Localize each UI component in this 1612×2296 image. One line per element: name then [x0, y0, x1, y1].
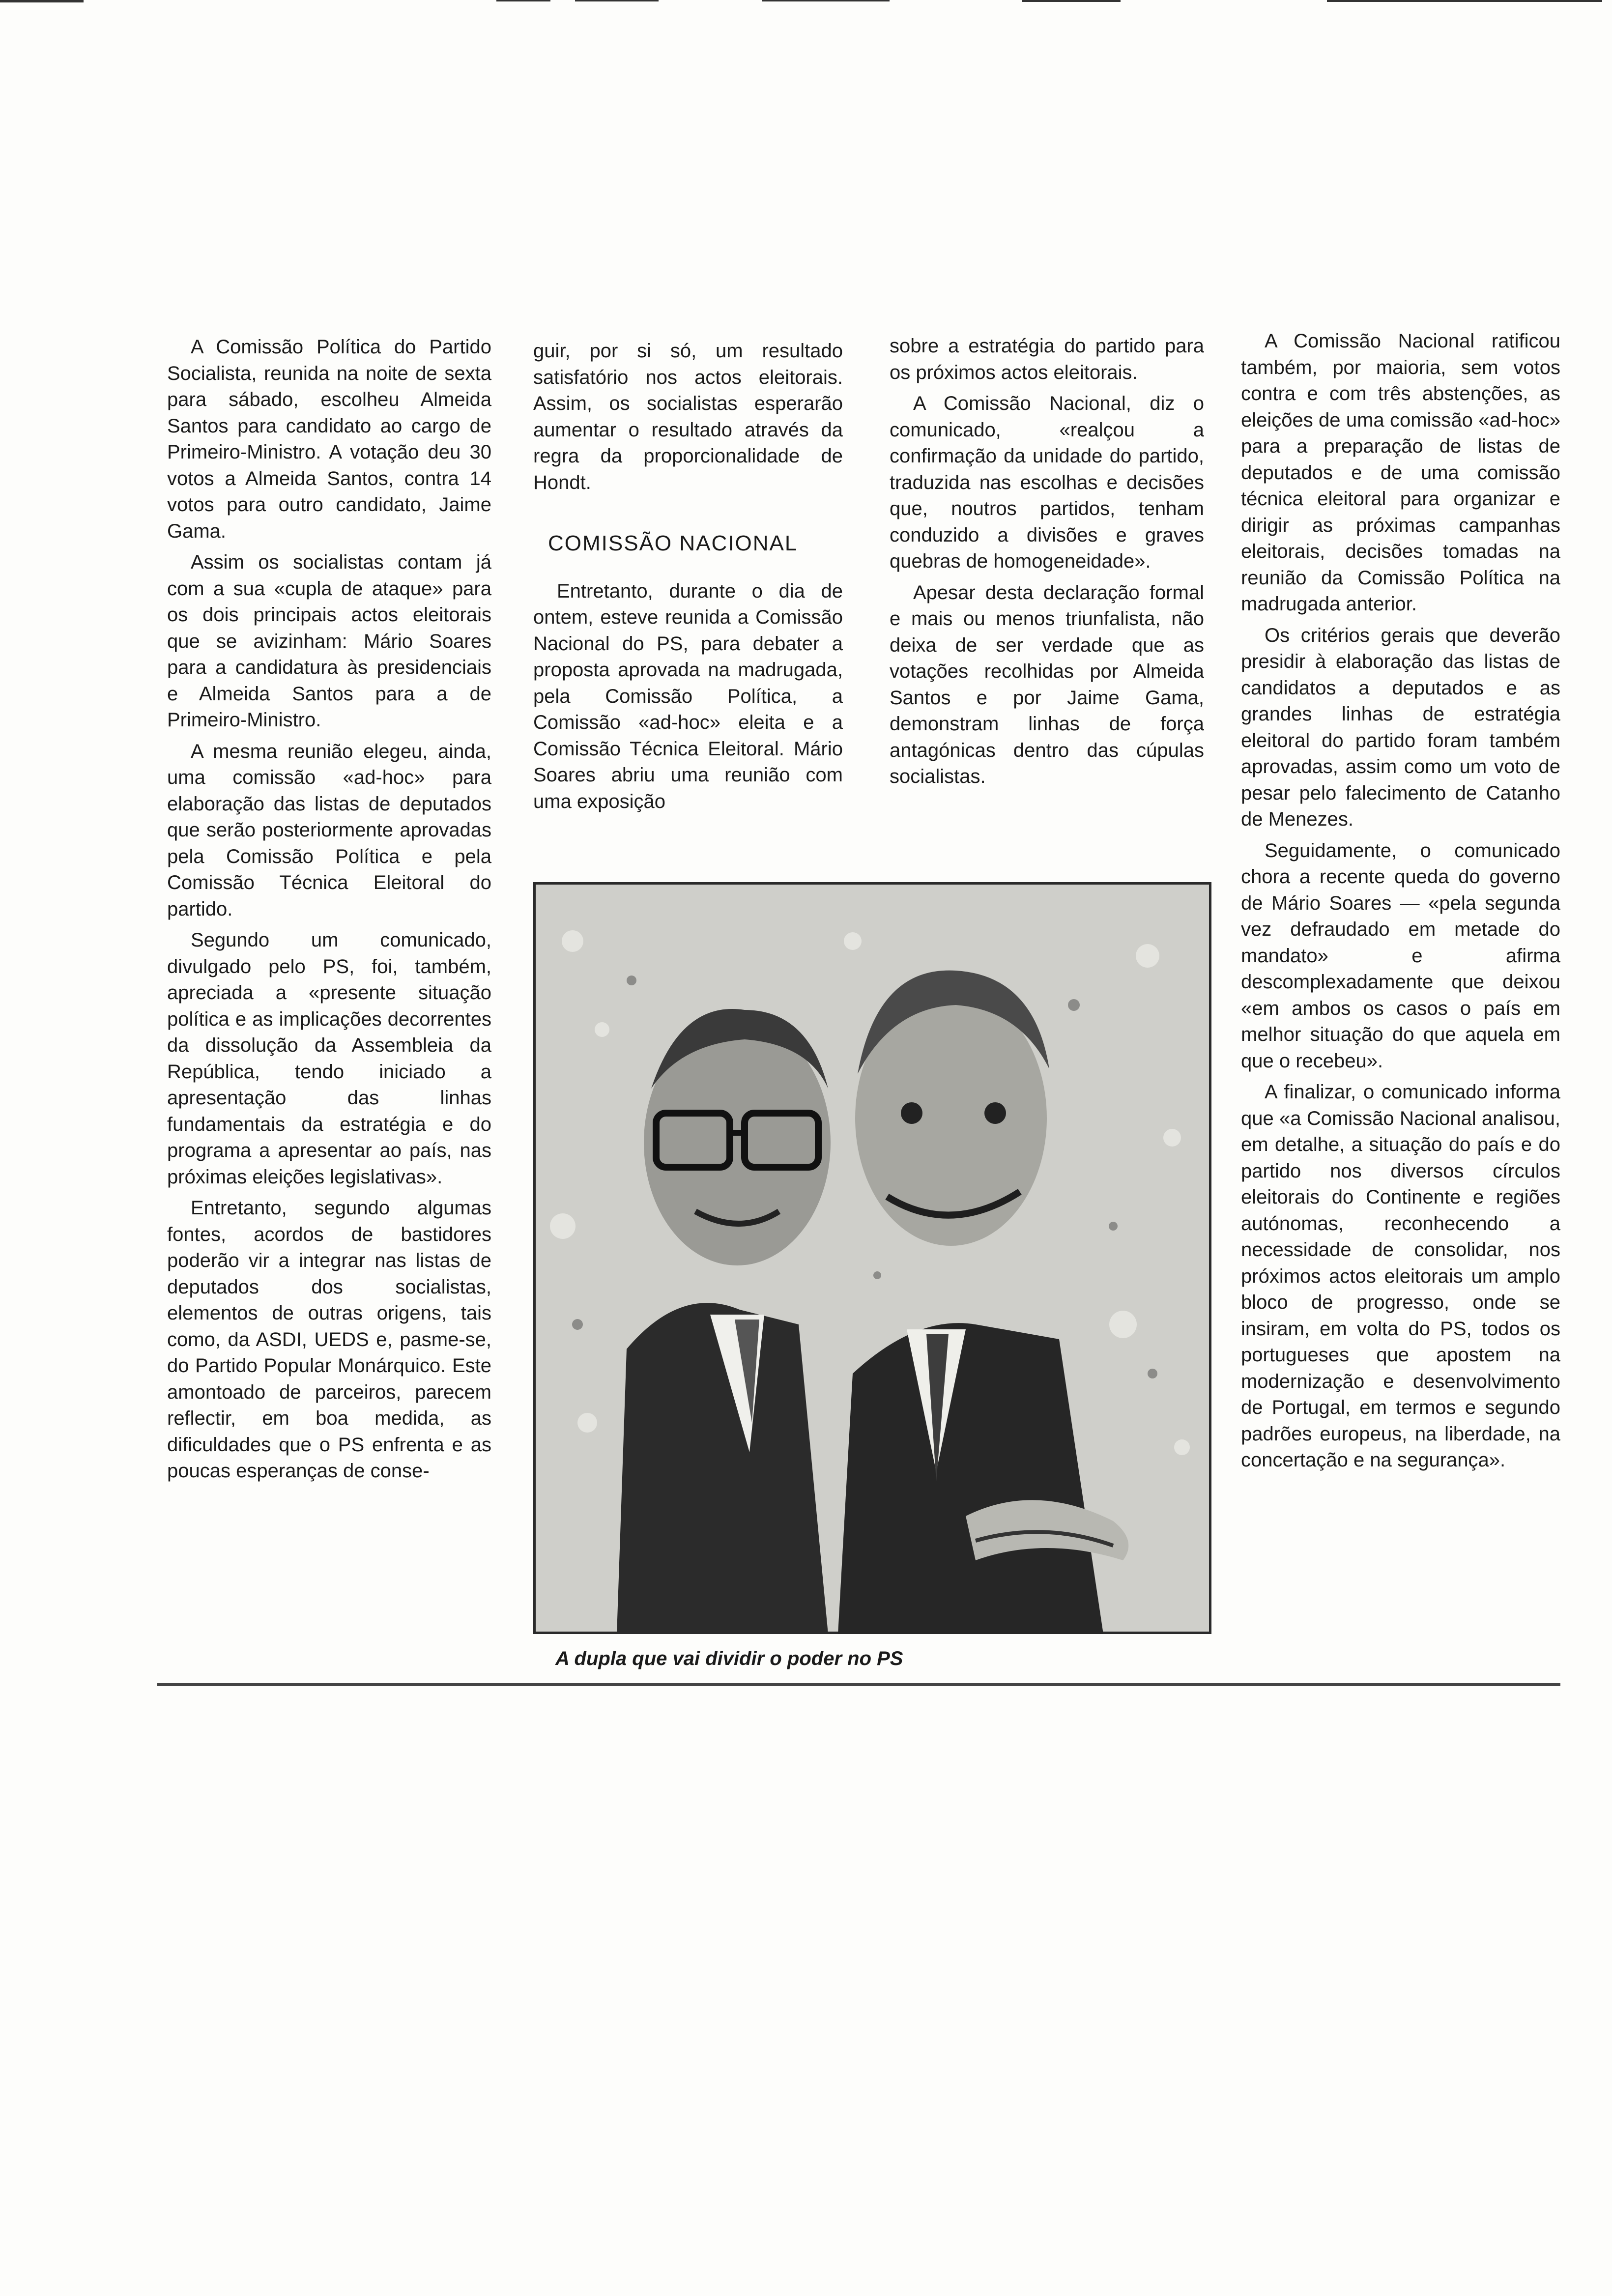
paragraph: A mesma reunião elegeu, ainda, uma comissão «ad-hoc» para elaboração das listas de deputados que serão posteriormente aprovadas pela Comissão Política e pela Comissão Técnica Eleitoral do partido. — [167, 740, 491, 920]
article-column-3 — [890, 333, 1204, 795]
paragraph: Entretanto, segundo algumas fontes, acordos de bastidores poderão vir a integrar nas listas de deputados dos socialistas, elementos de outras origens, tais como, da ASDI, UEDS e, pasme-se, do Partido Popular Monárquico. Este amontoado de parceiros, parecem reflectir, em boa medida, as dificuldades que o PS enfrenta e as poucas esperanças de conse- — [167, 1197, 491, 1482]
article-column-4 — [1241, 328, 1560, 1479]
paragraph: Segundo um comunicado, divulgado pelo PS, foi, também, apreciada a «presente situação política e as implicações decorrentes da dissolução da Assembleia da República, tendo iniciado a apresentação das linhas fundamentais da estratégia e do programa a apresentar ao país, nas próximas eleições legislativas». — [167, 929, 491, 1188]
paragraph: A Comissão Nacional, diz o comunicado, «realçou a confirmação da unidade do partido, traduzida nas escolhas e decisões que, noutros partidos, tenham conduzido a divisões e graves quebras de homogeneidade». — [890, 393, 1204, 572]
right-man-suit — [838, 1323, 1103, 1634]
paragraph: guir, por si só, um resultado satisfatório nos actos eleitorais. Assim, os socialistas esperarão aumentar o resultado através da regra da proporcionalidade de Hondt. — [533, 340, 843, 493]
news-photo — [533, 882, 1211, 1669]
scan-top-edge — [0, 0, 1612, 7]
portrait-illustration — [533, 882, 1211, 1634]
paragraph: A Comissão Nacional ratificou também, por maioria, sem votos contra e com três abstenções, as eleições de uma comissão «ad-hoc» para a preparação de listas de deputados e de uma comissão técnica eleitoral para organizar e dirigir as próximas campanhas eleitorais, decisões tomadas na reunião da Comissão Política na madrugada anterior. — [1241, 330, 1560, 615]
paragraph: sobre a estratégia do partido para os próximos actos eleitorais. — [890, 335, 1204, 383]
paragraph: Assim os socialistas contam já com a sua «cupla de ataque» para os dois principais actos eleitorais que se avizinham: Mário Soares para a candidatura às presidenciais e Almeida Santos para a de Primeiro-Ministro. — [167, 551, 491, 731]
column-rule-bottom — [157, 1683, 1560, 1686]
section-heading: COMISSÃO NACIONAL — [548, 531, 798, 555]
paragraph: Entretanto, durante o dia de ontem, esteve reunida a Comissão Nacional do PS, para debater a proposta aprovada na madrugada, pela Comissão Política, a Comissão «ad-hoc» eleita e a Comissão Técnica Eleitoral. Mário Soares abriu uma reunião com uma exposição — [533, 580, 843, 812]
paragraph: A finalizar, o comunicado informa que «a Comissão Nacional analisou, em detalhe, a situação do país e do partido nos diversos círculos eleitorais do Continente e regiões autónomas, reconhecendo a necessidade de consolidar, nos próximos actos eleitorais um amplo bloco de progresso, onde se insiram, em volta do PS, todos os portugueses que apostem na modernização e desenvolvimento de Portugal, em termos e segundo padrões europeus, na liberdade, na concertação e na segurança». — [1241, 1081, 1560, 1471]
paragraph: A Comissão Política do Partido Socialista, reunida na noite de sexta para sábado, escolheu Almeida Santos para candidato ao cargo de Primeiro-Ministro. A votação deu 30 votos a Almeida Santos, contra 14 votos para outro candidato, Jaime Gama. — [167, 336, 491, 542]
paragraph: Os critérios gerais que deverão presidir à elaboração das listas de candidatos a deputados e as grandes linhas de estratégia eleitoral do partido foram também aprovadas, assim como um voto de pesar pelo falecimento de Catanho de Menezes. — [1241, 624, 1560, 830]
photo-caption: A dupla que vai dividir o poder no PS — [555, 1648, 903, 1669]
paragraph: Apesar desta declaração formal e mais ou menos triunfalista, não deixa de ser verdade que as votações recolhidas por Almeida Santos e por Jaime Gama, demonstram linhas de força antagónicas dentro das cúpulas socialistas. — [890, 581, 1204, 787]
article-column-2 — [533, 338, 843, 820]
photo-frame — [533, 882, 1211, 1634]
paragraph: Seguidamente, o comunicado chora a recente queda do governo de Mário Soares — «pela segunda vez defraudado em metade do mandato» e afirma descomplexadamente que deixou «em ambos os casos o país em melhor situação do que aquela em que o recebeu». — [1241, 839, 1560, 1072]
article-column-1 — [167, 334, 491, 1490]
